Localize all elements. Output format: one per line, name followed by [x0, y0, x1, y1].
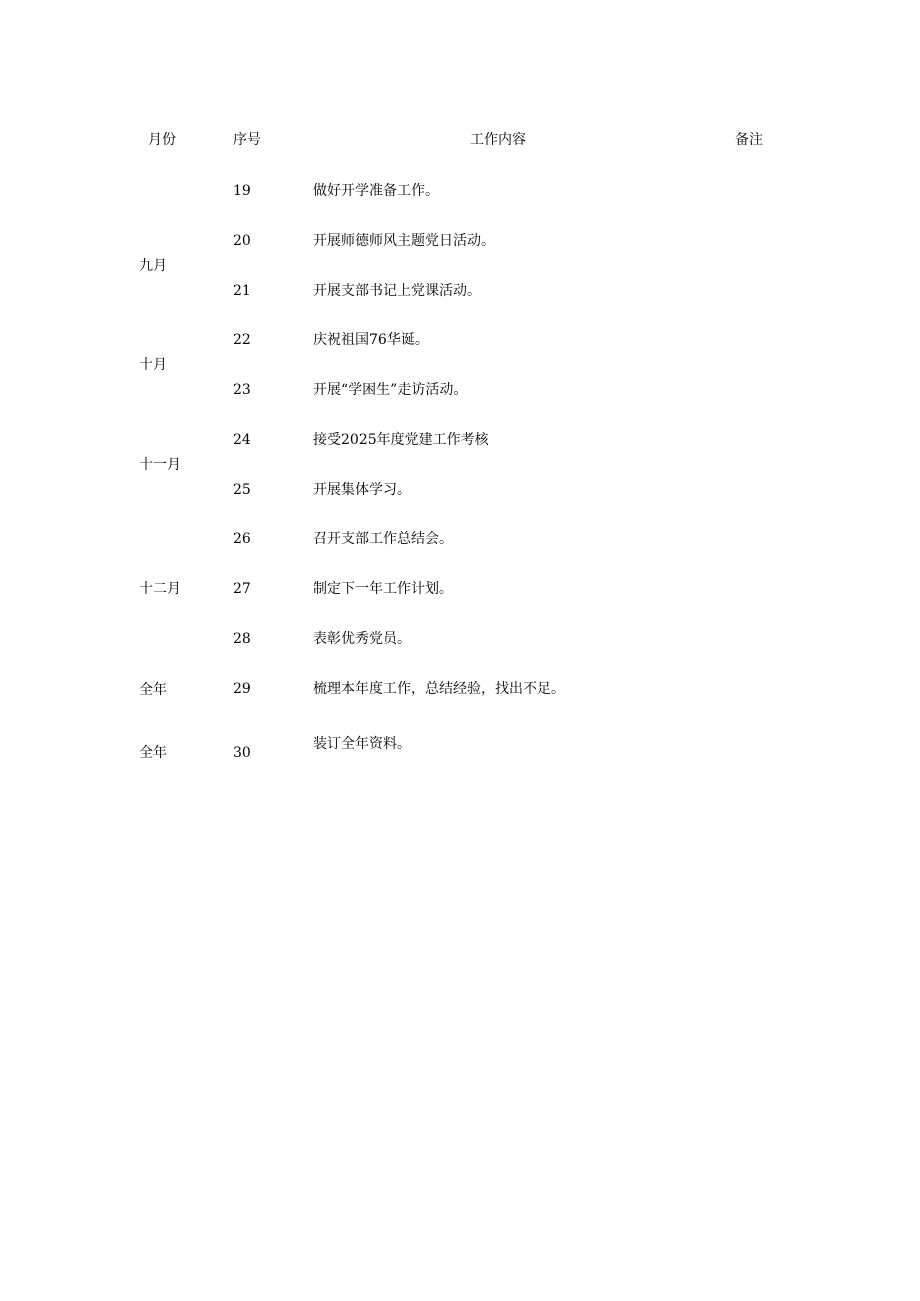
month-whole-year: 全年: [139, 682, 167, 698]
row-content: 开展集体学习。: [313, 482, 411, 498]
row-number: 30: [233, 745, 251, 761]
row-number: 28: [233, 631, 251, 647]
row-number: 27: [233, 581, 251, 597]
header-serial-number: 序号: [233, 132, 261, 148]
month-december: 十二月: [139, 581, 181, 597]
month-november: 十一月: [139, 457, 181, 473]
row-content: 做好开学准备工作。: [313, 183, 439, 199]
row-number: 20: [233, 233, 251, 249]
row-content: 召开支部工作总结会。: [313, 531, 453, 547]
row-number: 21: [233, 283, 251, 299]
row-content: 表彰优秀党员。: [313, 631, 411, 647]
row-content: 开展师德师风主题党日活动。: [313, 233, 495, 249]
month-september: 九月: [139, 258, 167, 274]
row-number: 25: [233, 482, 251, 498]
row-number: 26: [233, 531, 251, 547]
row-content: 制定下一年工作计划。: [313, 581, 453, 597]
month-october: 十月: [139, 357, 167, 373]
month-whole-year: 全年: [139, 745, 167, 761]
row-number: 22: [233, 332, 251, 348]
header-month: 月份: [148, 132, 176, 148]
row-content: 开展支部书记上党课活动。: [313, 283, 481, 299]
row-content: 梳理本年度工作，总结经验，找出不足。: [313, 681, 565, 697]
row-content: 装订全年资料。: [313, 736, 411, 752]
header-work-content: 工作内容: [470, 132, 526, 148]
row-content: 庆祝祖国76华诞。: [313, 332, 429, 348]
row-number: 19: [233, 183, 251, 199]
row-number: 24: [233, 432, 251, 448]
header-remarks: 备注: [735, 132, 763, 148]
row-content: 开展“学困生”走访活动。: [313, 382, 468, 398]
row-number: 29: [233, 681, 251, 697]
row-number: 23: [233, 382, 251, 398]
row-content: 接受2025年度党建工作考核: [313, 432, 489, 448]
